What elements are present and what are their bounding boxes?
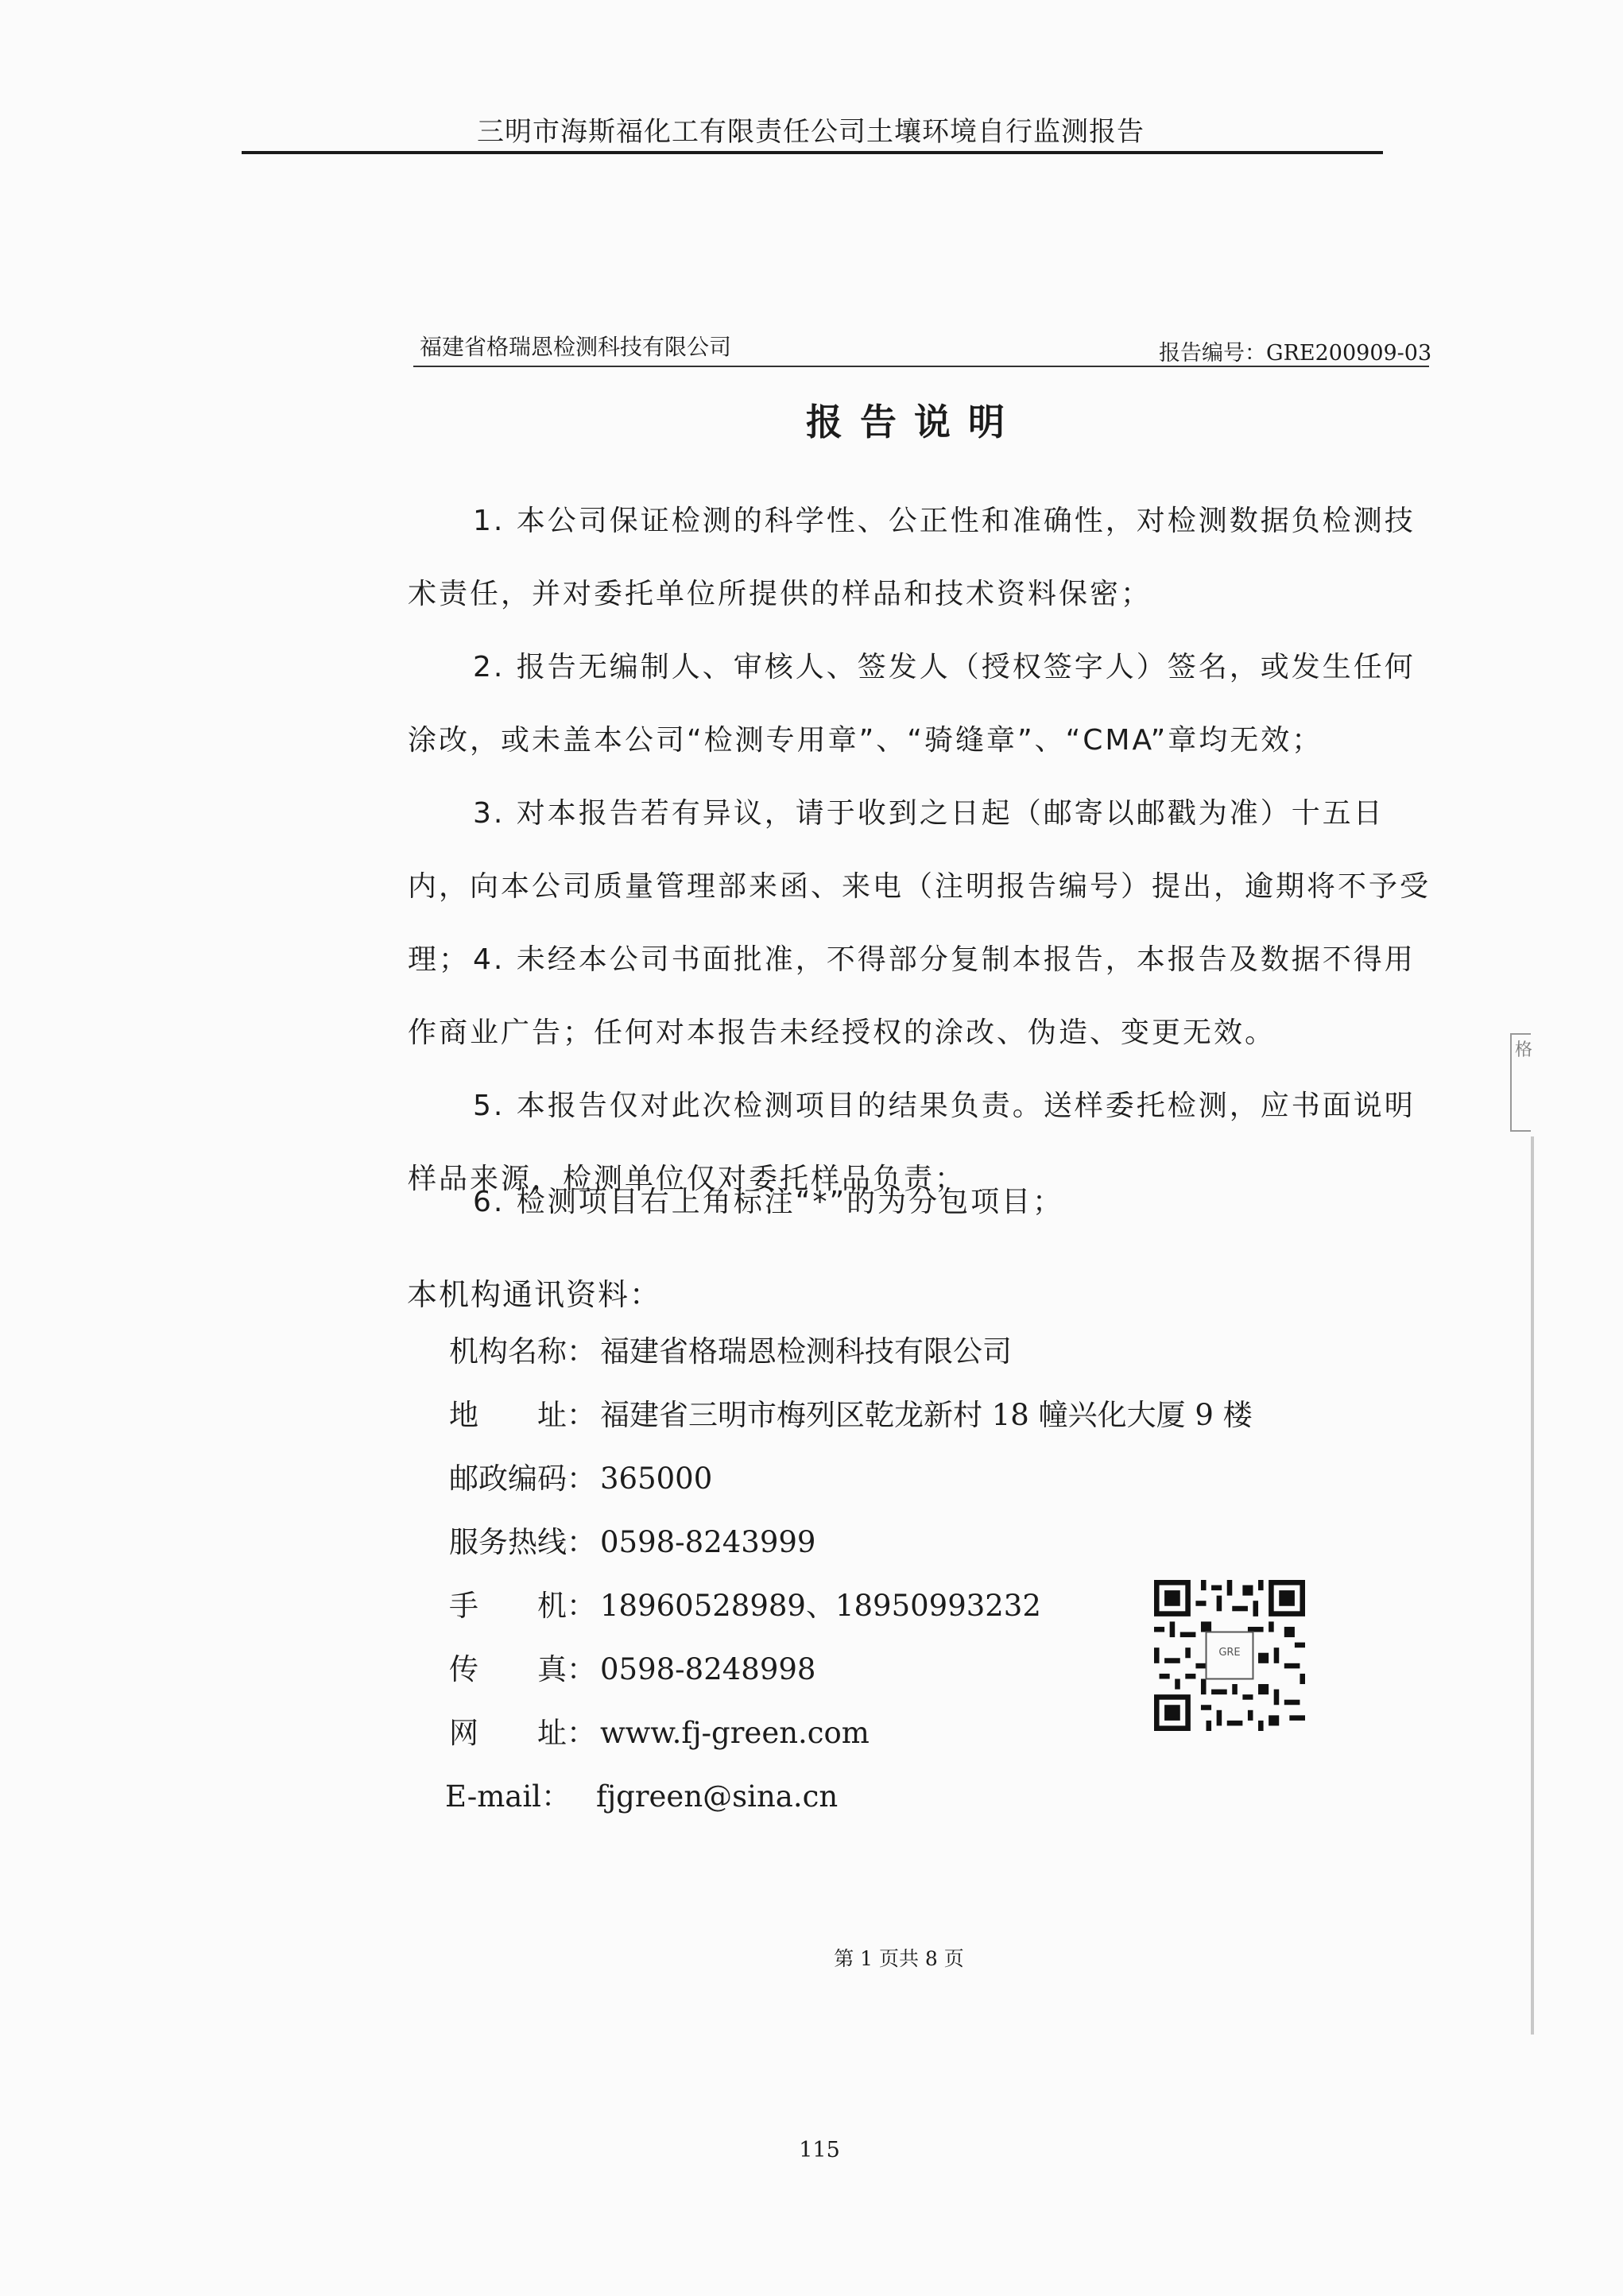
contact-value[interactable]: www.fj-green.com xyxy=(600,1716,870,1750)
scan-edge xyxy=(1531,1136,1534,2035)
contact-value: 0598-8248998 xyxy=(600,1652,816,1686)
contact-label: 手 机： xyxy=(449,1589,596,1623)
contact-value: 福建省格瑞恩检测科技有限公司 xyxy=(600,1334,1012,1369)
note-3: 3. 对本报告若有异议，请于收到之日起（邮寄以邮戳为准）十五日内，向本公司质量管理部来函、来电（注明报告编号）提出，逾期将不予受理； xyxy=(408,797,1431,976)
note-4: 4. 未经本公司书面批准，不得部分复制本报告，本报告及数据不得用作商业广告；任何对本报告未经授权的涂改、伪造、变更无效。 xyxy=(408,943,1416,1049)
contact-value: 福建省三明市梅列区乾龙新村 18 幢兴化大厦 9 楼 xyxy=(600,1398,1253,1432)
contact-value: 18960528989、18950993232 xyxy=(600,1589,1041,1623)
report-header-rule xyxy=(413,366,1429,367)
contact-label: 服务热线： xyxy=(449,1525,596,1559)
contact-row-postcode xyxy=(449,1459,712,1499)
contact-value: 0598-8243999 xyxy=(600,1525,816,1559)
note-5: 5. 本报告仅对此次检测项目的结果负责。送样委托检测，应书面说明样品来源，检测单位仅对委托样品负责； xyxy=(408,1090,1416,1195)
header-rule xyxy=(242,151,1383,154)
qr-logo-text: GRE xyxy=(1218,1647,1241,1659)
page-title: 报告说明 xyxy=(806,401,1022,443)
contact-row-address xyxy=(449,1396,1253,1435)
contact-row-fax xyxy=(449,1650,815,1690)
page-count: 第 1 页共 8 页 xyxy=(834,1947,964,1970)
note-1: 1. 本公司保证检测的科学性、公正性和准确性，对检测数据负检测技术责任，并对委托单位所提供的样品和技术资料保密； xyxy=(408,505,1416,610)
contact-row-mobile xyxy=(449,1586,1041,1626)
contact-row-email xyxy=(445,1777,838,1817)
issuer-name: 福建省格瑞恩检测科技有限公司 xyxy=(420,334,732,360)
note-6: 6. 检测项目右上角标注“*”的为分包项目； xyxy=(473,1186,1064,1218)
page-number: 115 xyxy=(799,2138,840,2162)
report-number: 报告编号：GRE200909-03 xyxy=(1159,341,1432,366)
running-header: 三明市海斯福化工有限责任公司土壤环境自行监测报告 xyxy=(477,116,1145,148)
contact-heading: 本机构通讯资料： xyxy=(407,1277,662,1312)
contact-value: 365000 xyxy=(600,1462,713,1496)
contact-row-org xyxy=(449,1332,1012,1372)
contact-row-hotline xyxy=(449,1523,815,1562)
seam-stamp-fragment: 格 xyxy=(1510,1033,1542,1129)
contact-label: 网 址： xyxy=(449,1716,596,1750)
contact-label: 地 址： xyxy=(449,1398,596,1432)
contact-row-website xyxy=(449,1713,870,1753)
contact-label: 传 真： xyxy=(449,1652,596,1686)
contact-label: E-mail： xyxy=(445,1779,571,1814)
note-2: 2. 报告无编制人、审核人、签发人（授权签字人）签名，或发生任何涂改，或未盖本公司“检测专用章”、“骑缝章”、“CMA”章均无效； xyxy=(408,651,1416,757)
contact-label: 邮政编码： xyxy=(449,1462,596,1496)
contact-label: 机构名称： xyxy=(449,1334,596,1369)
contact-value[interactable]: fjgreen@sina.cn xyxy=(596,1779,839,1814)
